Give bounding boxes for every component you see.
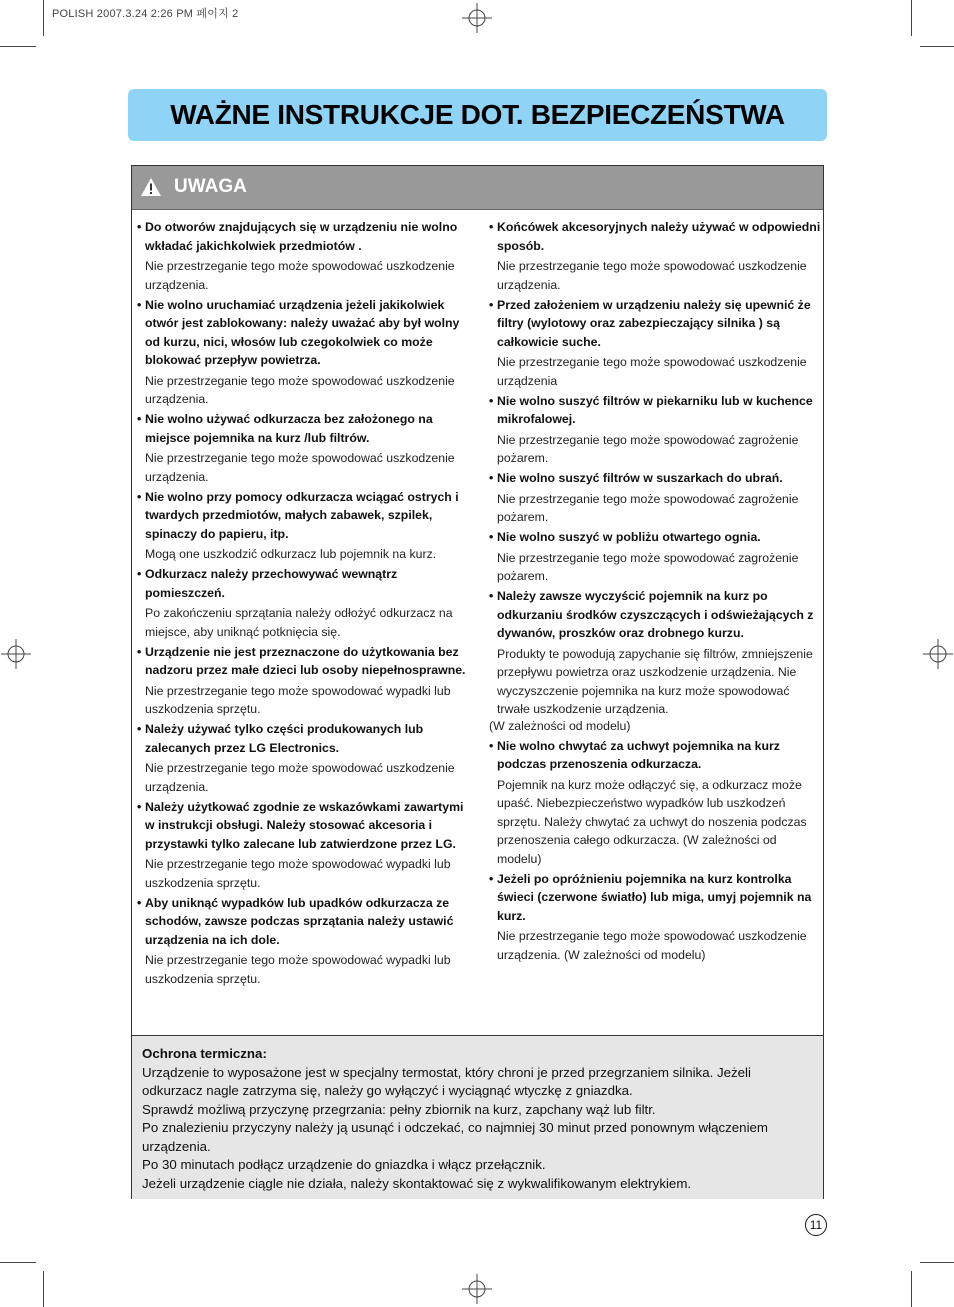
warning-item-consequence: Produkty te powodują zapychanie się filtrów, zmniejszenie przepływu powietrza oraz uszkodzenie urządzenia. Nie wyczyszczenie pojemnika na kurz może spowodować trwałe uszkodzenie urządzenia. xyxy=(497,646,813,716)
warning-item xyxy=(489,528,823,586)
warning-item-heading: • Odkurzacz należy przechowywać wewnątrz pomieszczeń. xyxy=(137,565,467,602)
warning-item-heading: • Nie wolno suszyć filtrów w piekarniku lub w kuchence mikrofalowej. xyxy=(489,392,823,429)
warning-item xyxy=(489,392,823,468)
crop-mark xyxy=(43,1271,44,1307)
warning-item-consequence: Nie przestrzeganie tego może spowodować wypadki lub uszkodzenia sprzętu. xyxy=(145,953,451,986)
thermal-line: Sprawdź możliwą przyczynę przegrzania: pełny zbiornik na kurz, zapchany wąż lub filtr. xyxy=(142,1101,656,1117)
warning-item-heading: • Jeżeli po opróżnieniu pojemnika na kurz kontrolka świeci (czerwone światło) lub miga, umyj pojemnik na kurz. xyxy=(489,870,823,926)
warning-item xyxy=(137,488,467,564)
page-title: WAŻNE INSTRUKCJE DOT. BEZPIECZEŃSTWA xyxy=(170,99,785,130)
crop-mark xyxy=(43,0,44,36)
warning-item-heading: • Nie wolno przy pomocy odkurzacza wciągać ostrych i twardych przedmiotów, małych zabawek, szpilek, spinaczy do papieru, itp. xyxy=(137,488,467,544)
warning-item-heading: • Należy użytkować zgodnie ze wskazówkami zawartymi w instrukcji obsługi. Należy stosować akcesoria i przystawki tylko zalecane lub zatwierdzone przez LG. xyxy=(137,798,467,854)
warning-item xyxy=(489,296,823,391)
thermal-line: Po znalezieniu przyczyny należy ją usunąć i odczekać, co najmniej 30 minut przed ponownym włączeniem urządzenia. xyxy=(142,1120,769,1154)
warning-item xyxy=(489,870,823,965)
crop-mark xyxy=(0,46,36,47)
warning-label: UWAGA xyxy=(174,176,247,197)
warning-item-heading: • Nie wolno chwytać za uchwyt pojemnika na kurz podczas przenoszenia odkurzacza. xyxy=(489,737,823,774)
warning-item-heading: • Nie wolno suszyć filtrów w suszarkach do ubrań. xyxy=(489,469,823,488)
warning-item-consequence: Nie przestrzeganie tego może spowodować uszkodzenie urządzenia. (W zależności od modelu) xyxy=(497,929,807,962)
warning-item-heading: • Należy używać tylko części produkowanych lub zalecanych przez LG Electronics. xyxy=(137,720,467,757)
warning-item xyxy=(137,565,467,641)
crop-mark xyxy=(920,1262,954,1263)
warning-item-consequence: Nie przestrzeganie tego może spowodować uszkodzenie urządzenia xyxy=(497,355,807,388)
crop-mark xyxy=(920,46,954,47)
warning-item-consequence: Nie przestrzeganie tego może spowodować uszkodzenie urządzenia. xyxy=(145,373,455,406)
warning-item-consequence: Nie przestrzeganie tego może spowodować uszkodzenie urządzenia. xyxy=(145,451,455,484)
thermal-title: Ochrona termiczna: xyxy=(142,1046,267,1061)
title-bar xyxy=(128,89,827,141)
registration-mark-icon xyxy=(462,3,492,33)
crop-mark xyxy=(0,1262,36,1263)
warning-item-heading: • Nie wolno suszyć w pobliżu otwartego ognia. xyxy=(489,528,823,547)
warning-item xyxy=(489,737,823,869)
warning-item-consequence: Nie przestrzeganie tego może spowodować wypadki lub uszkodzenia sprzętu. xyxy=(145,857,451,890)
warning-item-consequence: Pojemnik na kurz może odłączyć się, a odkurzacz może upaść. Niebezpieczeństwo wypadków lub uszkodzeń sprzętu. Należy chwytać za uchwyt do noszenia podczas przenoszenia całego odkurzacza. (W zależności od modelu) xyxy=(497,777,807,866)
warning-item-consequence: Nie przestrzeganie tego może spowodować zagrożenie pożarem. xyxy=(497,432,799,465)
thermal-line: Jeżeli urządzenie ciągle nie działa, należy skontaktować się z wykwalifikowanym elektrykiem. xyxy=(142,1175,692,1191)
warning-item-heading: • Do otworów znajdujących się w urządzeniu nie wolno wkładać jakichkolwiek przedmiotów . xyxy=(137,218,467,255)
warning-item-heading: • Nie wolno używać odkurzacza bez założonego na miejsce pojemnika na kurz /lub filtrów. xyxy=(137,410,467,447)
registration-mark-icon xyxy=(923,639,953,669)
warning-item-consequence: Nie przestrzeganie tego może spowodować wypadki lub uszkodzenia sprzętu. xyxy=(145,683,451,716)
warning-item-consequence: Nie przestrzeganie tego może spowodować zagrożenie pożarem. xyxy=(497,550,799,583)
warning-item-consequence: Nie przestrzeganie tego może spowodować uszkodzenie urządzenia. xyxy=(497,259,807,292)
warning-item xyxy=(137,894,467,989)
warning-item-consequence: Po zakończeniu sprzątania należy odłożyć odkurzacz na miejsce, aby uniknąć potknięcia się. xyxy=(145,606,453,639)
warning-item-note: (W zależności od modelu) xyxy=(489,718,631,733)
warning-item-consequence: Mogą one uszkodzić odkurzacz lub pojemnik na kurz. xyxy=(145,547,437,561)
warning-item-heading: • Urządzenie nie jest przeznaczone do użytkowania bez nadzoru przez małe dzieci lub osoby niepełnosprawne. xyxy=(137,643,467,680)
thermal-protection-box xyxy=(132,1035,823,1199)
warning-item xyxy=(137,643,467,719)
warning-item-heading: • Należy zawsze wyczyścić pojemnik na kurz po odkurzaniu środków czyszczących i odświeżających z dywanów, proszków oraz drobnego kurzu. xyxy=(489,587,823,643)
warning-item xyxy=(137,410,467,486)
warning-item-heading: • Przed założeniem w urządzeniu należy się upewnić że filtry (wylotowy oraz zabezpieczający silnika ) są całkowicie suche. xyxy=(489,296,823,352)
warning-item xyxy=(489,587,823,735)
crop-mark xyxy=(911,1271,912,1307)
warning-triangle-icon xyxy=(140,177,162,197)
warning-item xyxy=(137,218,467,294)
warning-item-heading: • Nie wolno uruchamiać urządzenia jeżeli jakikolwiek otwór jest zablokowany: należy uważać aby był wolny od kurzu, nici, włosów lub czegokolwiek co może blokować przepływ powietrza. xyxy=(137,296,467,370)
right-column xyxy=(489,218,823,966)
crop-mark xyxy=(911,0,912,36)
registration-mark-icon xyxy=(462,1274,492,1304)
warning-item-consequence: Nie przestrzeganie tego może spowodować zagrożenie pożarem. xyxy=(497,491,799,524)
thermal-line: Urządzenie to wyposażone jest w specjalny termostat, który chroni je przed przegrzaniem silnika. Jeżeli odkurzacz nagle zatrzyma się, należy go wyłączyć i wyciągnąć wtyczkę z gniazdka. xyxy=(142,1064,751,1098)
registration-mark-icon xyxy=(1,639,31,669)
warning-header xyxy=(132,166,823,210)
warning-item xyxy=(137,296,467,409)
warning-item-consequence: Nie przestrzeganie tego może spowodować uszkodzenie urządzenia. xyxy=(145,259,455,292)
warning-item-heading: • Końcówek akcesoryjnych należy używać w odpowiedni sposób. xyxy=(489,218,823,255)
warning-item-heading: • Aby uniknąć wypadków lub upadków odkurzacza ze schodów, zawsze podczas sprzątania należy ustawić urządzenia na ich dole. xyxy=(137,894,467,950)
safety-box xyxy=(131,165,824,1199)
warning-item xyxy=(137,798,467,893)
left-column xyxy=(137,218,467,990)
page-number: 11 xyxy=(805,1214,827,1236)
warning-item-consequence: Nie przestrzeganie tego może spowodować uszkodzenie urządzenia. xyxy=(145,761,455,794)
warning-item xyxy=(489,469,823,527)
print-header: POLISH 2007.3.24 2:26 PM 페이지 2 xyxy=(52,8,239,20)
warning-item xyxy=(489,218,823,294)
thermal-line: Po 30 minutach podłącz urządzenie do gniazdka i włącz przełącznik. xyxy=(142,1157,546,1172)
warning-item xyxy=(137,720,467,796)
